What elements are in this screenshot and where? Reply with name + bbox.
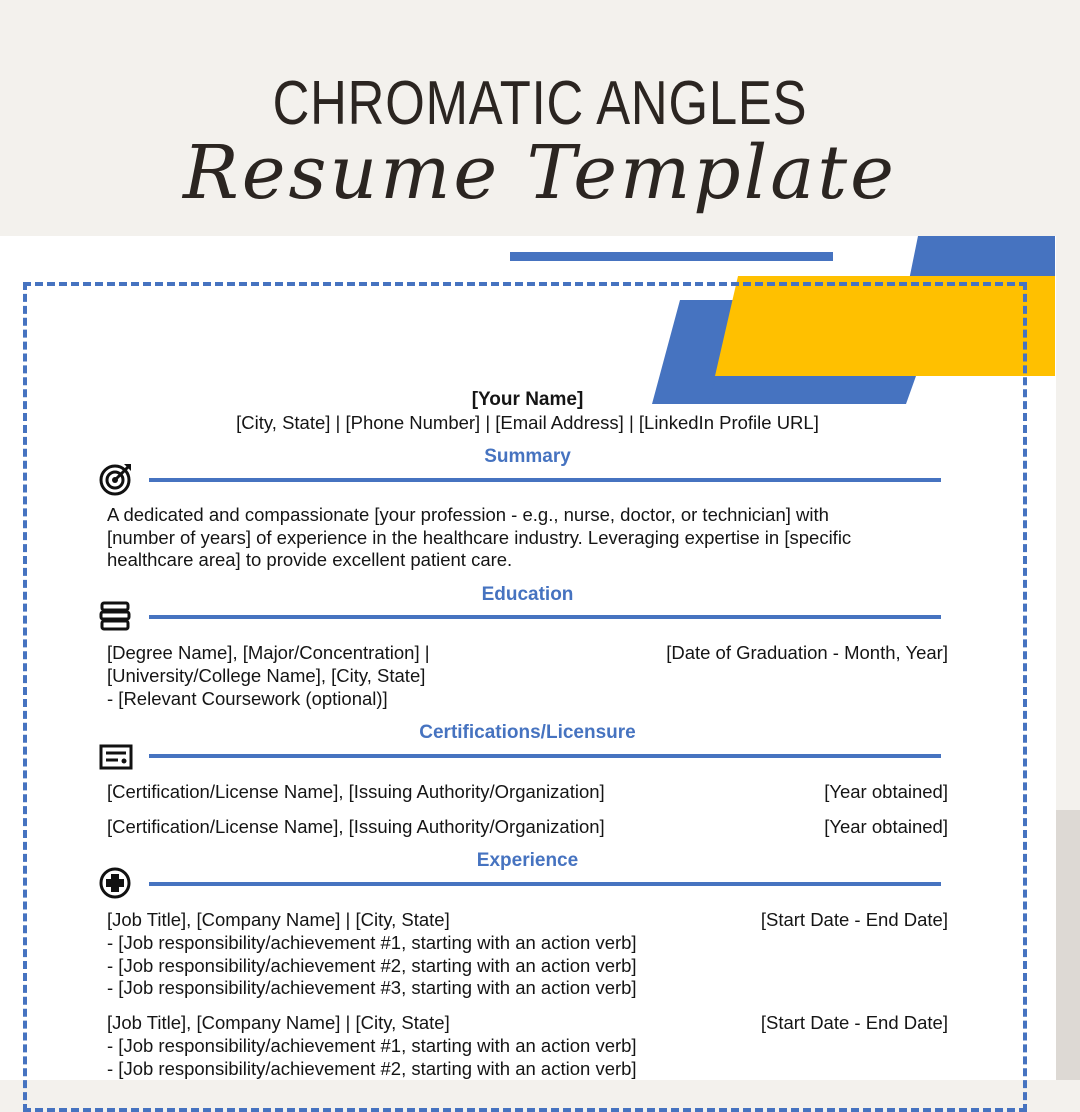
graduation-date: [Date of Graduation - Month, Year] <box>666 642 948 663</box>
resume-contact: [City, State] | [Phone Number] | [Email Address] | [LinkedIn Profile URL] <box>236 412 819 433</box>
university-text: [University/College Name], [City, State] <box>107 665 426 686</box>
template-title: CHROMATIC ANGLES <box>272 69 808 138</box>
summary-title: Summary <box>484 446 571 467</box>
summary-line: [number of years] of experience in the healthcare industry. Leveraging expertise in [specific <box>107 526 852 548</box>
certificate-icon <box>99 740 133 774</box>
certifications-title: Certifications/Licensure <box>419 722 636 743</box>
books-icon <box>99 600 133 634</box>
certification-name: [Certification/License Name], [Issuing Authority/Organization] <box>107 816 605 837</box>
certifications-rule <box>149 754 941 758</box>
education-title: Education <box>481 584 574 605</box>
job-bullet: - [Job responsibility/achievement #1, starting with an action verb] <box>107 932 637 953</box>
summary-line: healthcare area] to provide excellent patient care. <box>107 549 513 570</box>
job-bullet: - [Job responsibility/achievement #1, starting with an action verb] <box>107 1035 637 1056</box>
coursework-text: - [Relevant Coursework (optional)] <box>107 688 388 709</box>
certification-year: [Year obtained] <box>824 781 948 802</box>
target-icon <box>99 462 133 496</box>
resume-name: [Your Name] <box>471 389 584 410</box>
job-heading: [Job Title], [Company Name] | [City, State] <box>107 909 450 930</box>
education-row <box>107 642 948 665</box>
summary-rule <box>149 478 941 482</box>
degree-text: [Degree Name], [Major/Concentration] | <box>107 642 430 663</box>
template-subtitle: Resume Template <box>183 130 897 216</box>
job-bullet: - [Job responsibility/achievement #2, starting with an action verb] <box>107 1058 637 1079</box>
job-bullet: - [Job responsibility/achievement #2, starting with an action verb] <box>107 955 637 976</box>
certification-row <box>107 781 948 804</box>
certification-row <box>107 816 948 839</box>
certification-year: [Year obtained] <box>824 816 948 837</box>
job-heading-row <box>107 1012 948 1035</box>
job-heading-row <box>107 909 948 932</box>
job-bullet: - [Job responsibility/achievement #3, starting with an action verb] <box>107 977 637 998</box>
education-rule <box>149 615 941 619</box>
experience-rule <box>149 882 941 886</box>
experience-title: Experience <box>476 850 579 871</box>
summary-text <box>107 504 907 572</box>
certification-name: [Certification/License Name], [Issuing Authority/Organization] <box>107 781 605 802</box>
medical-cross-icon <box>99 866 133 900</box>
job-dates: [Start Date - End Date] <box>760 909 948 930</box>
job-heading: [Job Title], [Company Name] | [City, State] <box>107 1012 450 1033</box>
job-dates: [Start Date - End Date] <box>760 1012 948 1033</box>
summary-line: A dedicated and compassionate [your profession - e.g., nurse, doctor, or technician] with <box>107 504 829 525</box>
